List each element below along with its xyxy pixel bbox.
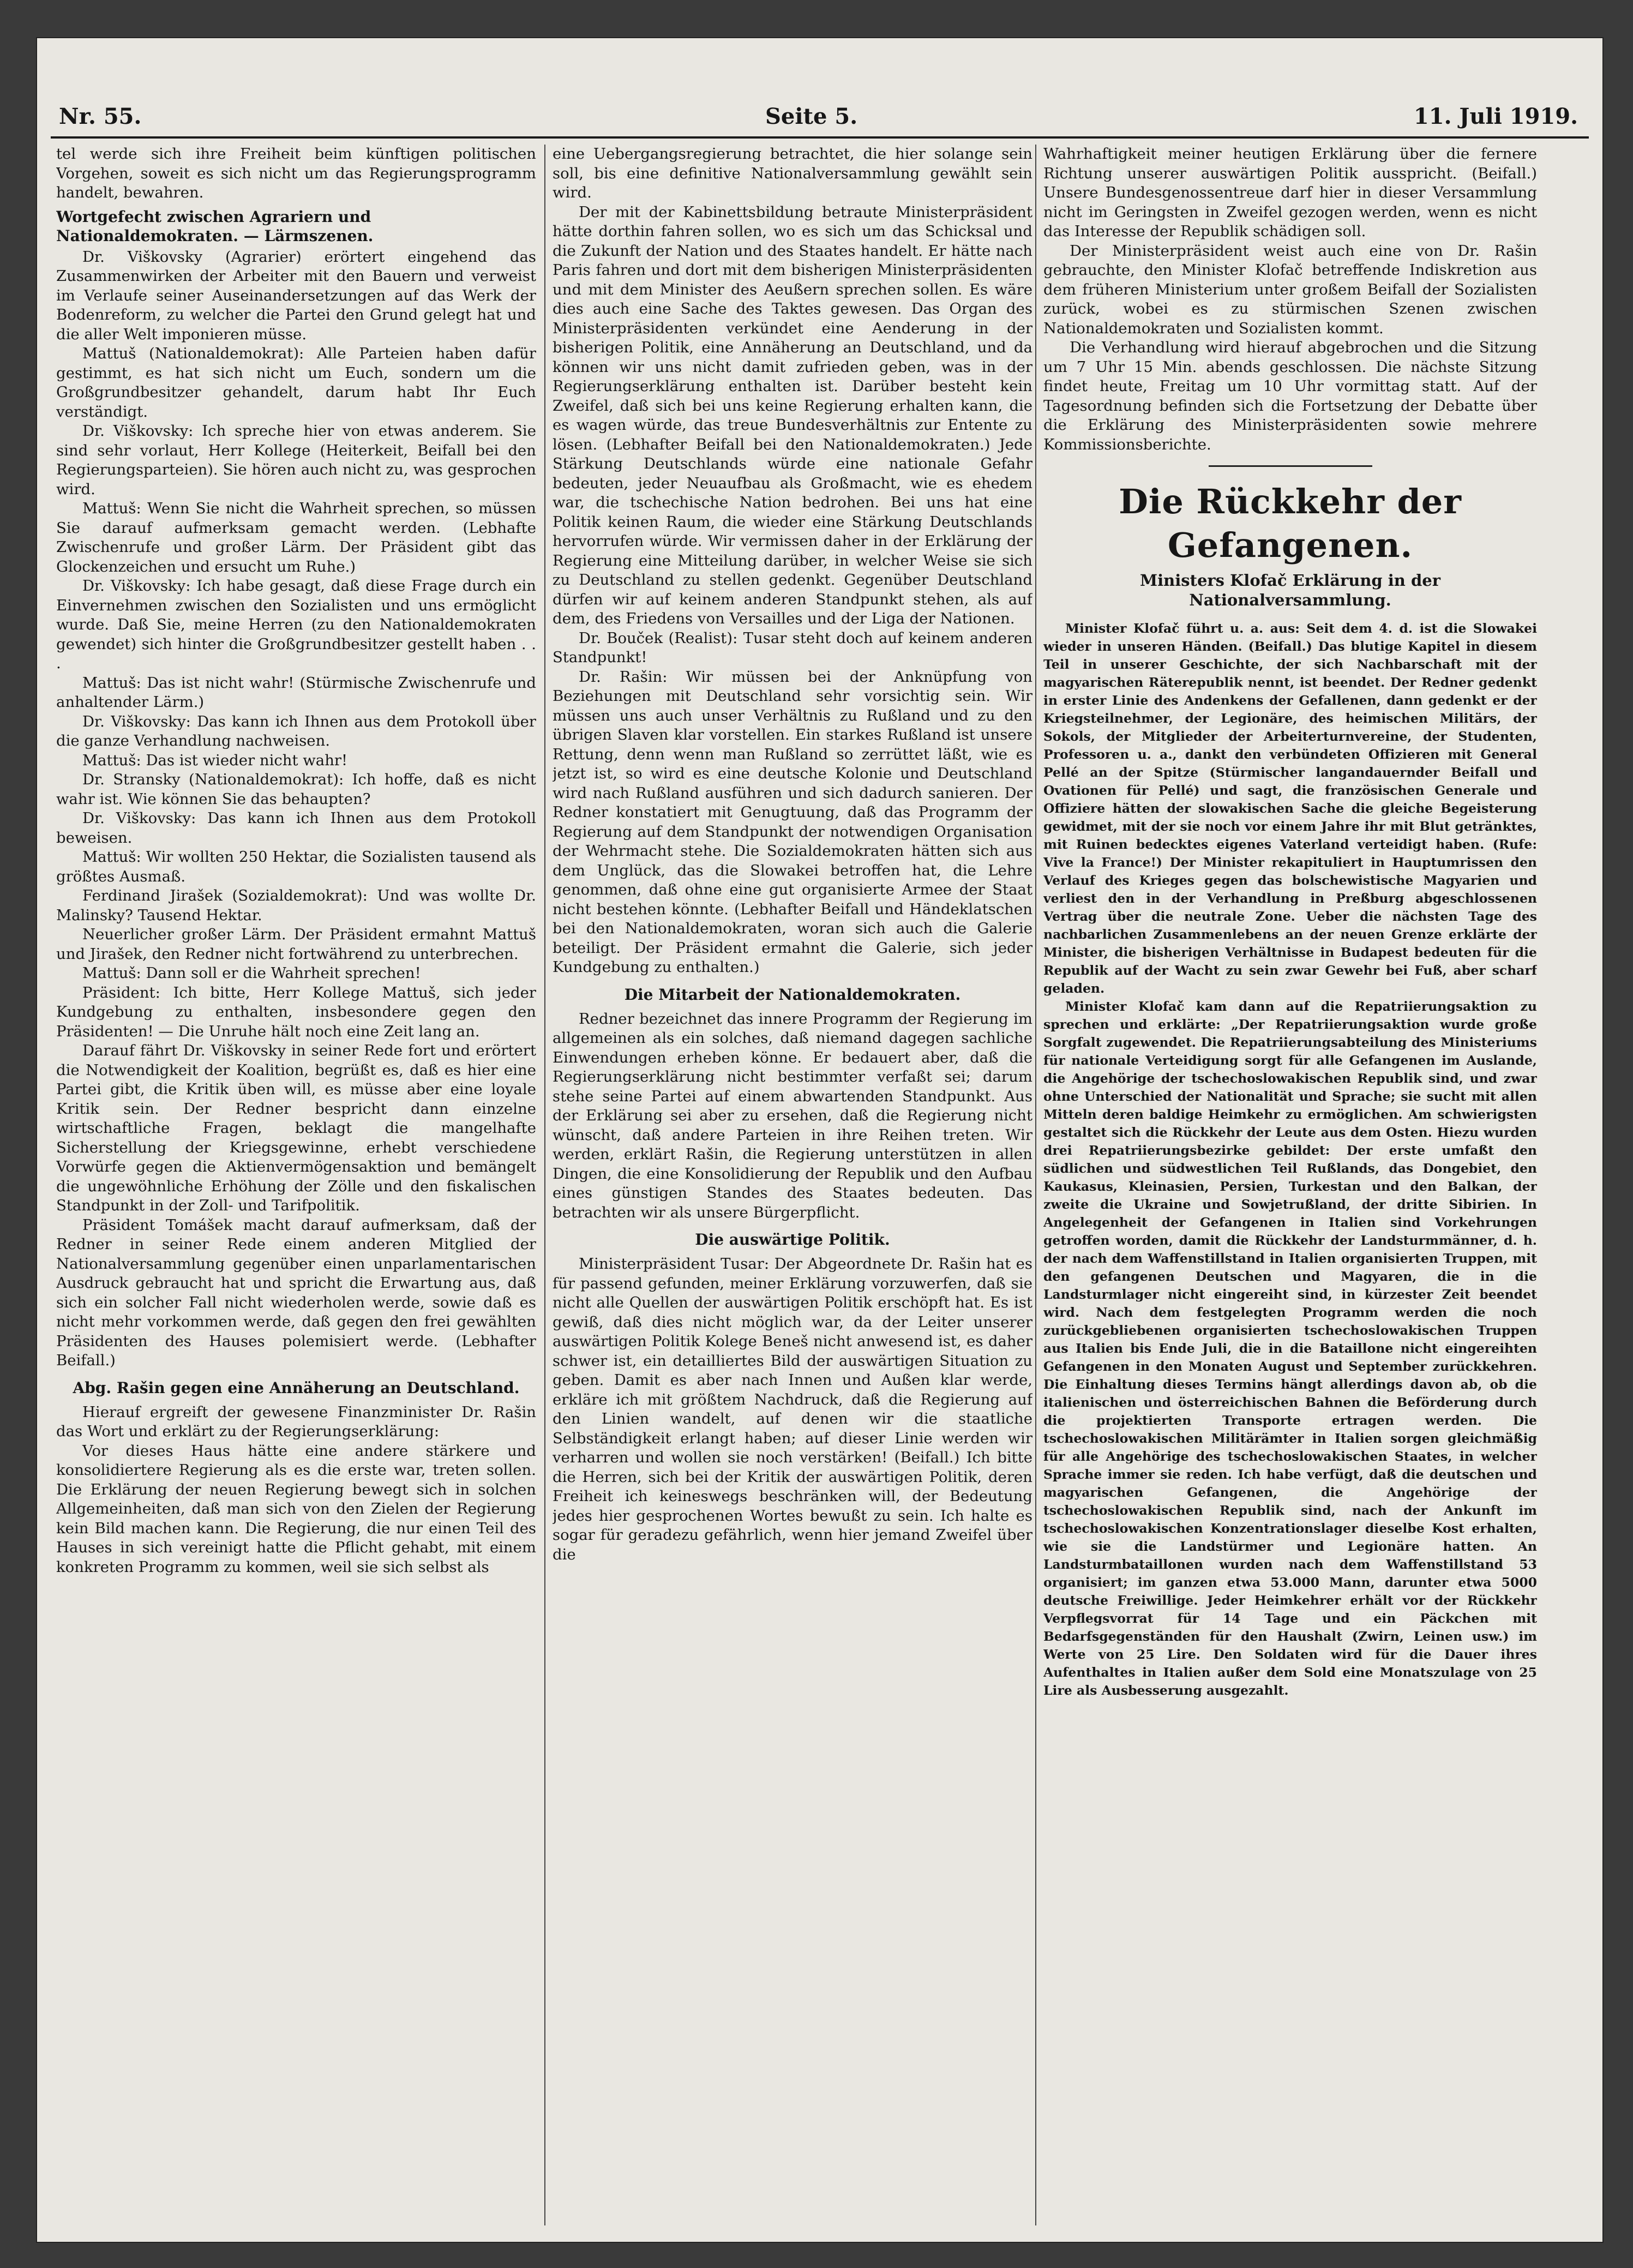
page-header xyxy=(37,38,1602,129)
paragraph: tel werde sich ihre Freiheit beim künftigen politischen Vorgehen, soweit es sich nicht um das Regierungsprogramm handelt, bewahren. xyxy=(56,145,536,201)
column-3 xyxy=(1043,145,1537,2231)
column-divider-1 xyxy=(544,145,545,2225)
article-subtitle: Ministers Klofač Erklärung in der Nationalversammlung. xyxy=(1140,571,1440,609)
paragraph: Mattuš: Wenn Sie nicht die Wahrheit sprechen, so müssen Sie darauf aufmerksam gemacht werden. (Lebhafte Zwischenrufe und großer Lärm. Der Präsident gibt das Glockenzeichen und ersucht um Ruhe.) xyxy=(56,500,536,575)
column-2 xyxy=(553,145,1032,2231)
paragraph: Hierauf ergreift der gewesene Finanzminister Dr. Rašin das Wort und erklärt zu der Regierungserklärung: xyxy=(56,1403,536,1440)
paragraph: Vor dieses Haus hätte eine andere stärkere und konsolidiertere Regierung als es die erste war, treten sollen. Die Erklärung der neuen Regierung bewegt sich in solchen Allgemeinheiten, daß man sich von den Zielen der Regierung kein Bild machen kann. Die Regierung, die nur einen Teil des Hauses in sich vereinigt hatte die Pflicht gehabt, mit einem konkreten Programm zu kommen, weil sie sich selbst als xyxy=(56,1442,536,1576)
paragraph: Mattuš: Dann soll er die Wahrheit sprechen! xyxy=(82,964,421,982)
paragraph: Dr. Viškovsky: Ich habe gesagt, daß diese Frage durch ein Einvernehmen zwischen den Sozialisten und uns ermöglicht wurde. Daß Sie, meine Herren (zu den Nationaldemokraten gewendet) sich hinter die Großgrundbesitzer gestellt haben . . . xyxy=(56,577,536,672)
paragraph: Dr. Rašin: Wir müssen bei der Anknüpfung von Beziehungen mit Deutschland sehr vorsichtig sein. Wir müssen uns auch unser Verhältnis zu Rußland und zu den übrigen Slaven klar vorstellen. Ein starkes Rußland ist unsere Rettung, denn wenn man Rußland so zerrüttet läßt, wie es jetzt ist, so wird es eine deutsche Kolonie und Deutschland wird nach Rußland ausführen und sich dadurch sanieren. Der Redner konstatiert mit Genugtuung, daß das Programm der Regierung auf dem Standpunkt der notwendigen Organisation der Wehrmacht stehe. Die Sozialdemokraten hätten sich aus dem Unglück, das die Slowakei betroffen hat, die Lehre genommen, daß ohne eine gut organisierte Armee der Staat nicht bestehen könnte. (Lebhafter Beifall und Händeklatschen bei den Nationaldemokraten, woran sich auch die Galerie beteiligt. Der Präsident ermahnt die Galerie, sich jeder Kundgebung zu enthalten.) xyxy=(553,668,1032,976)
paragraph: Präsident: Ich bitte, Herr Kollege Mattuš, sich jeder Kundgebung zu enthalten, insbesondere gegen den Präsidenten! — Die Unruhe hält noch eine Zeit lang an. xyxy=(56,983,536,1040)
column-divider-2 xyxy=(1035,145,1036,2225)
paragraph: Dr. Viškovsky (Agrarier) erörtert eingehend das Zusammenwirken der Arbeiter mit den Bauern und verweist im Verlaufe seiner Auseinandersetzungen auf das Werk der Bodenreform, zu welcher die Partei den Grund gelegt hat und die aller Welt imponieren müsse. xyxy=(56,248,536,343)
page-number: Seite 5. xyxy=(765,104,858,129)
section-heading: Wortgefecht zwischen Agrariern und Nationaldemokraten. — Lärmszenen. xyxy=(56,207,374,245)
paragraph: Dr. Viškovsky: Das kann ich Ihnen aus dem Protokoll über die ganze Verhandlung nachweisen. xyxy=(56,712,536,749)
article-title: Die Rückkehr der Gefangenen. xyxy=(1119,482,1462,565)
paragraph: Mattuš: Das ist wieder nicht wahr! xyxy=(82,751,348,769)
paragraph: Dr. Stransky (Nationaldemokrat): Ich hoffe, daß es nicht wahr ist. Wie können Sie das behaupten? xyxy=(56,771,536,808)
newspaper-page xyxy=(37,38,1602,2242)
paragraph: Minister Klofač führt u. a. aus: Seit dem 4. d. ist die Slowakei wieder in unseren Händen. (Beifall.) Das blutige Kapitel in diesem Teil in unserer Geschichte, der sich Nachbarschaft mit der magyarischen Räterepublik nennt, ist beendet. Der Redner gedenkt in erster Linie des Andenkens der Gefallenen, dann gedenkt er der Kriegsteilnehmer, der Legionäre, des heimischen Militärs, der Sokols, der Mitglieder der Arbeiterturnvereine, der Studenten, Professoren u. a., dankt den verbündeten Offizieren mit General Pellé an der Spitze (Stürmischer langandauernder Beifall und Ovationen für Pellé) und sagt, die französischen Generale und Offiziere hätten der slowakischen Sache die gleiche Begeisterung gewidmet, mit der sie noch vor einem Jahre ihr mit Blut getränktes, mit Ruinen bedecktes eigenes Vaterland verteidigt haben. (Rufe: Vive la France!) Der Minister rekapituliert in Hauptumrissen den Verlauf des Krieges gegen das bolschewistische Magyarien und verliest den in der Verhandlung in Preßburg abgeschlossenen Vertrag über die neutrale Zone. Ueber die nächsten Tage des nachbarlichen Zusammenlebens an der neuen Grenze erklärte der Minister, die bisherigen Verhältnisse in Budapest bedeuten für die Republik auf der Wacht zu sein zwar Gewehr bei Fuß, aber scharf geladen. xyxy=(1043,621,1537,996)
paragraph: Der mit der Kabinettsbildung betraute Ministerpräsident hätte dorthin fahren sollen, wo es sich um das Schicksal und die Zukunft der Nation und des Staates handelt. Er hätte nach Paris fahren und dort mit dem bisherigen Ministerpräsidenten und mit dem Minister des Aeußern sprechen sollen. Es wäre dies auch eine Sache des Taktes gewesen. Das Organ des Ministerpräsidenten verkündet eine Aenderung in der bisherigen Politik, eine Annäherung an Deutschland, und da können wir uns nicht damit zufrieden geben, was in der Regierungserklärung enthalten ist. Darüber besteht kein Zweifel, daß sich bei uns keine Regierung erhalten kann, die es wagen würde, das treue Bundesverhältnis zur Entente zu lösen. (Lebhafter Beifall bei den Nationaldemokraten.) Jede Stärkung Deutschlands würde eine nationale Gefahr bedeuten, jeder Neuaufbau als Großmacht, wie es ehedem war, die tschechische Nation bedrohen. Bei uns hat eine Politik keinen Raum, die wieder eine Stärkung Deutschlands hervorrufen würde. Wir vermissen daher in der Erklärung der Regierung eine Mitteilung darüber, in welcher Weise sie sich zu Deutschland zu stellen gedenkt. Gegenüber Deutschland dürfen wir auf keinem anderen Standpunkt stehen, als auf dem, des Friedens von Versailles und der Liga der Nationen. xyxy=(553,203,1032,627)
paragraph: Darauf fährt Dr. Viškovsky in seiner Rede fort und erörtert die Notwendigkeit der Koalition, begrüßt es, daß es hier eine Partei gibt, die Kritik üben will, es müsse aber eine loyale Kritik sein. Der Redner bespricht dann einzelne wirtschaftliche Fragen, beklagt die mangelhafte Sicherstellung der Kriegsgewinne, erhebt verschiedene Vorwürfe gegen die Aktienvermögensaktion und bemängelt die ungewöhnliche Erhöhung der Zölle und den fiskalischen Standpunkt in der Zoll- und Tarifpolitik. xyxy=(56,1042,536,1214)
paragraph: Ministerpräsident Tusar: Der Abgeordnete Dr. Rašin hat es für passend gefunden, meiner Erklärung vorzuwerfen, daß sie nicht alle Quellen der auswärtigen Politik erschöpft hat. Es ist gewiß, daß dies nicht möglich war, da der Leiter unserer auswärtigen Politik Kolege Beneš nicht anwesend ist, es daher schwer ist, ein detailliertes Bild der auswärtigen Situation zu geben. Damit es aber nach Innen und Außen klar werde, erkläre ich mit größtem Nachdruck, daß die Regierung auf den Linien wandelt, auf denen wir die staatliche Selbständigkeit erlangt haben; auf dieser Linie werden wir verharren und wollen sie noch verstärken! (Beifall.) Ich bitte die Herren, sich bei der Kritik der auswärtigen Politik, deren Freiheit ich keineswegs beschränken will, der Bedeutung jedes hier gesprochenen Wortes bewußt zu sein. Ich halte es sogar für geradezu gefährlich, wenn hier jemand Zweifel über die xyxy=(553,1255,1032,1563)
section-heading: Die auswärtige Politik. xyxy=(695,1231,890,1249)
paragraph: Dr. Bouček (Realist): Tusar steht doch auf keinem anderen Standpunkt! xyxy=(553,629,1032,666)
section-heading: Abg. Rašin gegen eine Annäherung an Deutschland. xyxy=(73,1378,520,1397)
paragraph: Ferdinand Jirašek (Sozialdemokrat): Und was wollte Dr. Malinsky? Tausend Hektar. xyxy=(56,887,536,924)
paragraph: Neuerlicher großer Lärm. Der Präsident ermahnt Mattuš und Jirašek, den Redner nicht fortwährend zu unterbrechen. xyxy=(56,926,536,963)
article-separator xyxy=(1209,465,1372,467)
article-body xyxy=(1043,620,1537,1700)
paragraph: Redner bezeichnet das innere Programm der Regierung im allgemeinen als ein solches, daß niemand dagegen sachliche Einwendungen erheben könne. Er bedauert aber, daß die Regierungserklärung nicht bestimmter verfaßt sei; darum stehe seine Partei auf einem abwartenden Standpunkt. Aus der Erklärung sei aber zu ersehen, daß die Regierung nicht wünscht, daß andere Parteien in ihre Reihen treten. Wir werden, erklärt Rašin, die Regierung unterstützen in allen Dingen, die eine Konsolidierung der Republik und den Aufbau eines günstigen Standes des Staates bedeuten. Das betrachten wir als unsere Bürgerpflicht. xyxy=(553,1010,1032,1221)
paragraph: Minister Klofač kam dann auf die Repatriierungsaktion zu sprechen und erklärte: „Der Repatriierungsaktion wurde große Sorgfalt zugewendet. Die Repatriierungsabteilung des Ministeriums für nationale Verteidigung sorgt für alle Gefangenen im Auslande, die Angehörige der tschechoslowakischen Republik sind, und zwar ohne Unterschied der Nationalität und Sprache; sie sucht mit allen Mitteln deren baldige Heimkehr zu ermöglichen. Am schwierigsten gestaltet sich die Rückkehr der Leute aus dem Osten. Hiezu wurden drei Repatriierungsbezirke gebildet: Der erste umfaßt den südlichen und südwestlichen Teil Rußlands, das Dongebiet, den Kaukasus, Kleinasien, Persien, Turkestan und den Balkan, der zweite die Ukraine und Sowjetrußland, der dritte Sibirien. In Angelegenheit der Gefangenen in Italien sind Vorkehrungen getroffen worden, damit die Rückkehr der Landsturmmänner, d. h. der nach dem Waffenstillstand in Italien organisierten Truppen, mit den gefangenen Deutschen und Magyaren, die in die Landsturmlager nicht eingereiht sind, in kürzester Zeit beendet wird. Nach dem festgelegten Programm werden die noch zurückgebliebenen organisierten tschechoslowakischen Truppen aus Italien bis Ende Juli, die in die Bataillone nicht eingereihten Gefangenen in den Monaten August und September zurückkehren. Die Einhaltung dieses Termins hängt allerdings davon ab, ob die italienischen und österreichischen Bahnen die Beförderung durch die projektierten Transporte ertragen werden. Die tschechoslowakischen Militärämter in Italien sorgen gleichmäßig für alle Angehörige des tschechoslowakischen Staates, in welcher Sprache immer sie reden. Ich habe verfügt, daß die deutschen und magyarischen Gefangenen, die Angehörige der tschechoslowakischen Republik sind, nach der Ankunft im tschechoslowakischen Konzentrationslager dieselbe Kost erhalten, wie sie die Landstürmer und Legionäre hatten. An Landsturmbataillonen wurden nach dem Waffenstillstand 53 organisiert; im ganzen etwa 53.000 Mann, darunter etwa 5000 deutsche Freiwillige. Jeder Heimkehrer erhält vor der Rückkehr Verpflegsvorrat für 14 Tage und ein Päckchen mit Bedarfsgegenständen für den Haushalt (Zwirn, Leinen usw.) im Werte von 25 Lire. Den Soldaten wird für die Dauer ihres Aufenthaltes in Italien außer dem Sold eine Monatszulage von 25 Lire als Ausbesserung ausgezahlt. xyxy=(1043,999,1537,1698)
paragraph: Wahrhaftigkeit meiner heutigen Erklärung über die fernere Richtung unserer auswärtigen Politik ausspricht. (Beifall.) Unsere Bundesgenossentreue darf hier in dieser Versammlung nicht im Geringsten in Zweifel gezogen werden, wenn es nicht das Interesse der Republik schädigen soll. xyxy=(1043,145,1537,240)
paragraph: Mattuš: Wir wollten 250 Hektar, die Sozialisten tausend als größtes Ausmaß. xyxy=(56,848,536,885)
issue-date: 11. Juli 1919. xyxy=(1413,104,1578,129)
paragraph: Dr. Viškovsky: Das kann ich Ihnen aus dem Protokoll beweisen. xyxy=(56,809,536,847)
section-heading: Die Mitarbeit der Nationaldemokraten. xyxy=(624,985,961,1004)
paragraph: Mattuš (Nationaldemokrat): Alle Parteien haben dafür gestimmt, es hat sich nicht um Euch, sondern um die Großgrundbesitzer gehandelt, darum habt Ihr Euch verständigt. xyxy=(56,345,536,421)
paragraph: Die Verhandlung wird hierauf abgebrochen und die Sitzung um 7 Uhr 15 Min. abends geschlossen. Die nächste Sitzung findet heute, Freitag um 10 Uhr vormittag statt. Auf der Tagesordnung befinden sich die Fortsetzung der Debatte über die Erklärung des Ministerpräsidenten sowie mehrere Kommissionsberichte. xyxy=(1043,339,1537,453)
paragraph: Dr. Viškovsky: Ich spreche hier von etwas anderem. Sie sind sehr vorlaut, Herr Kollege (Heiterkeit, Beifall bei den Regierungsparteien). Sie hören auch nicht zu, was gesprochen wird. xyxy=(56,422,536,498)
paragraph: Präsident Tomášek macht darauf aufmerksam, daß der Redner in seiner Rede einem anderen Mitglied der Nationalversammlung gegenüber einen unparlamentarischen Ausdruck gebraucht hat und spricht die Erwartung aus, daß sich ein solcher Fall nicht wiederholen werde, sowie daß es nicht mehr vorkommen werde, daß gegen den frei gewählten Präsidenten des Hauses polemisiert werde. (Lebhafter Beifall.) xyxy=(56,1216,536,1369)
paragraph: Der Ministerpräsident weist auch eine von Dr. Rašin gebrauchte, den Minister Klofač betreffende Indiskretion aus dem früheren Ministerium unter großem Beifall der Sozialisten zurück, wobei es zu stürmischen Szenen zwischen Nationaldemokraten und Sozialisten kommt. xyxy=(1043,242,1537,337)
paragraph: eine Uebergangsregierung betrachtet, die hier solange sein soll, bis eine definitive Nationalversammlung gewählt sein wird. xyxy=(553,145,1032,201)
header-rule xyxy=(51,136,1589,139)
column-1 xyxy=(56,145,536,2231)
issue-number: Nr. 55. xyxy=(59,104,142,129)
paragraph: Mattuš: Das ist nicht wahr! (Stürmische Zwischenrufe und anhaltender Lärm.) xyxy=(56,674,536,711)
